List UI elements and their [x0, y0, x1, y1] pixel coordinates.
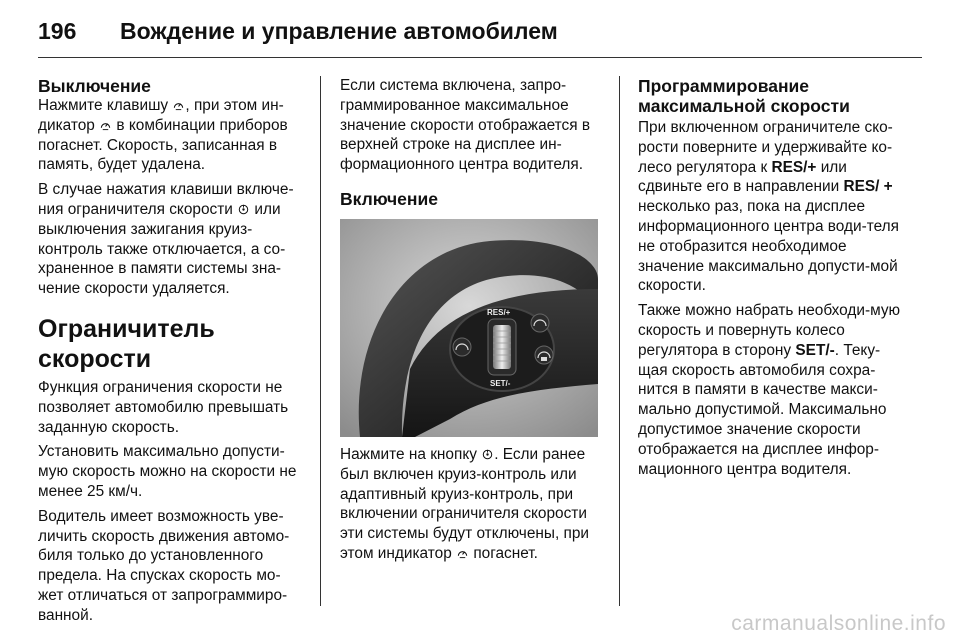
- paragraph: При включенном ограничителе ско-рости поверните и удерживайте ко-лесо регулятора к RES/+ или сдвиньте его в направлении RES/ + несколько раз, пока на дисплее информационного центра води-теля не отобразится необходимое значение максимально допусти-мой скорости.: [638, 119, 899, 295]
- paragraph: Установить максимально допусти-мую скорость можно на скорости не менее 25 км/ч.: [38, 443, 297, 500]
- set-label: SET/-: [490, 378, 511, 388]
- cruise-control-icon: [238, 204, 249, 215]
- column-divider-1: [320, 76, 321, 606]
- paragraph: Если система включена, запро-граммированное максимальное значение скорости отображается в верхней строке на дисплее ин-формационного центра водителя.: [340, 77, 591, 174]
- heading-programming-max-speed: Программирование максимальной скорости: [638, 76, 850, 116]
- paragraph: Также можно набрать необходи-мую скорость и повернуть колесо регулятора в сторону SET/-. Теку-щая скорость автомобиля сохра-нится в памяти в качестве макси-мально допустимой. Максимально допустимое значение скорости отображается на дисплее инфор-мационного центра водителя.: [638, 302, 901, 478]
- heading-speed-limiter: Ограничитель скорости: [38, 314, 215, 373]
- column-2: [340, 76, 604, 569]
- paragraph: Нажмите клавишу , при этом ин-дикатор в комбинации приборов погаснет. Скорость, записанная в память, будет удалена.: [38, 97, 288, 174]
- paragraph: В случае нажатия клавиши включе-ния ограничителя скорости или выключения зажигания круиз-контроль также отключается, а со-храненное в памяти системы зна-чение скорости удаляется.: [38, 181, 294, 298]
- heading-switch-off: Выключение: [38, 76, 151, 96]
- res-key: RES/ +: [843, 178, 893, 196]
- page-number: 196: [38, 18, 77, 44]
- paragraph: Водитель имеет возможность уве-личить скорость движения автомо-биля только до установленного предела. На спусках скорость мо-жет отличаться от запрограммиро-ванной.: [38, 507, 290, 624]
- steering-wheel-controls-photo: [340, 219, 598, 437]
- column-3: [638, 76, 906, 484]
- column-divider-2: [619, 76, 620, 606]
- heading-switch-on: Включение: [340, 188, 438, 209]
- running-title: Вождение и управление автомобилем: [120, 18, 558, 44]
- speed-limiter-indicator-icon: [100, 120, 111, 131]
- column-1: [38, 76, 302, 631]
- res-label: RES/+: [487, 307, 511, 317]
- speed-limiter-indicator-icon: [457, 548, 468, 559]
- paragraph: Функция ограничения скорости не позволяет автомобилю превышать заданную скорость.: [38, 378, 289, 436]
- paragraph: Нажмите на кнопку . Если ранее был включен круиз-контроль или адаптивный круиз-контроль, при включении ограничителя скорости эти системы будут отключены, при этом индикатор погаснет.: [340, 445, 589, 562]
- res-key: RES/+: [771, 158, 817, 176]
- cruise-control-icon: [482, 449, 493, 460]
- header-divider: [38, 57, 922, 58]
- speed-limiter-indicator-icon: [173, 100, 184, 111]
- set-key: SET/-: [795, 341, 835, 359]
- watermark: carmanualsonline.info: [731, 612, 946, 635]
